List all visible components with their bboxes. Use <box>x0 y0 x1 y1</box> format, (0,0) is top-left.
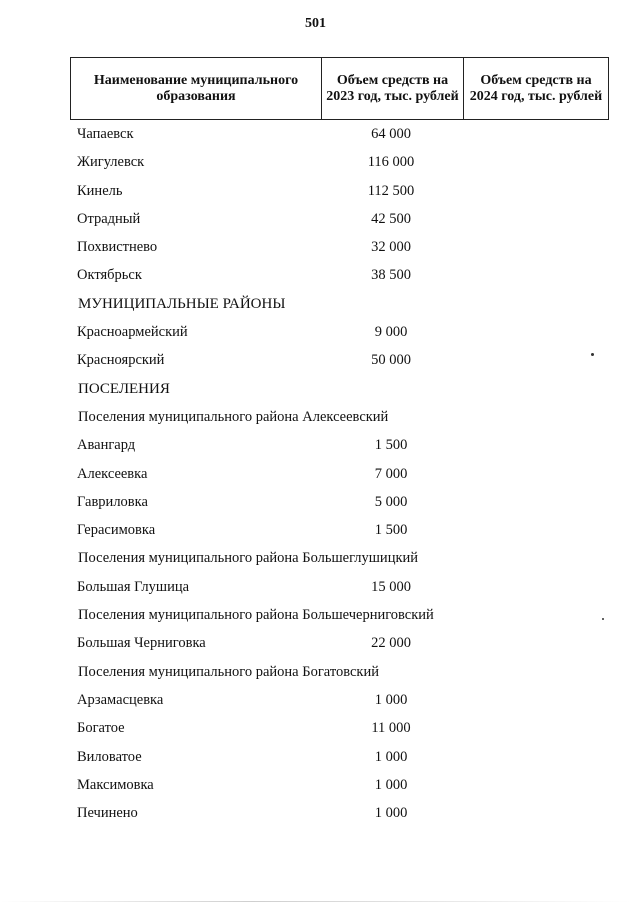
subsection-heading <box>77 658 617 686</box>
municipality-name: Красноармейский <box>77 324 188 341</box>
municipality-name: Похвистнево <box>77 239 158 256</box>
municipality-name: Арзамасцевка <box>77 691 164 708</box>
header-municipality-name: Наименование муниципального образования <box>71 58 322 120</box>
amount-2023: 1 000 <box>374 748 408 765</box>
municipality-name: Гавриловка <box>77 493 148 510</box>
amount-2023: 64 000 <box>371 126 411 142</box>
amount-2023: 32 000 <box>371 239 411 256</box>
scan-speck <box>602 618 604 620</box>
group-title: Поселения муниципального района Большечерниговский <box>78 607 434 624</box>
scan-speck <box>591 353 594 356</box>
section-heading <box>77 375 617 403</box>
table-row <box>77 573 617 601</box>
table-row <box>77 516 617 544</box>
group-title: МУНИЦИПАЛЬНЫЕ РАЙОНЫ <box>78 295 286 312</box>
municipality-name: Виловатое <box>77 748 142 765</box>
table-row <box>77 743 617 771</box>
table-row <box>77 148 617 176</box>
header-amount-2023: Объем средств на 2023 год, тыс. рублей <box>322 58 464 120</box>
municipality-name: Октябрьск <box>77 267 142 284</box>
subsection-heading <box>77 403 617 431</box>
amount-2023: 11 000 <box>371 720 411 737</box>
amount-2023: 116 000 <box>367 154 415 171</box>
table-row <box>77 120 617 148</box>
municipality-name: Отрадный <box>77 210 141 227</box>
table-row <box>77 460 617 488</box>
table-row <box>77 261 617 289</box>
amount-2023: 1 000 <box>374 805 408 822</box>
amount-2023: 7 000 <box>374 465 408 482</box>
subsection-heading <box>77 601 617 629</box>
header-amount-2024: Объем средств на 2024 год, тыс. рублей <box>464 58 609 120</box>
amount-2023: 15 000 <box>371 578 411 595</box>
amount-2023: 38 500 <box>371 267 411 284</box>
table-row <box>77 714 617 742</box>
municipality-name: Большая Глушица <box>77 578 190 595</box>
table-body <box>77 120 617 827</box>
amount-2023: 1 500 <box>374 522 408 539</box>
table-row <box>77 799 617 827</box>
municipality-name: Максимовка <box>77 776 154 793</box>
amount-2023: 1 000 <box>374 691 408 708</box>
subsection-heading <box>77 544 617 572</box>
table-row <box>77 233 617 261</box>
municipality-name: Богатое <box>77 720 125 737</box>
section-heading <box>77 290 617 318</box>
amount-2023: 1 000 <box>374 776 408 793</box>
municipality-name: Алексеевка <box>77 465 148 482</box>
table-header <box>70 57 609 120</box>
municipality-name: Герасимовка <box>77 522 156 539</box>
municipality-name: Чапаевск <box>77 126 134 142</box>
municipality-name: Авангард <box>77 437 136 454</box>
table-row <box>77 205 617 233</box>
table-row <box>77 488 617 516</box>
group-title: Поселения муниципального района Богатовский <box>78 663 379 680</box>
group-title: ПОСЕЛЕНИЯ <box>78 380 170 397</box>
municipality-name: Жигулевск <box>77 154 145 171</box>
group-title: Поселения муниципального района Большеглушицкий <box>78 550 419 567</box>
table-row <box>77 686 617 714</box>
table-row <box>77 318 617 346</box>
page-number: 501 <box>305 16 326 31</box>
table-row <box>77 177 617 205</box>
table-row <box>77 771 617 799</box>
group-title: Поселения муниципального района Алексеевский <box>78 408 389 425</box>
municipality-name: Красноярский <box>77 352 165 369</box>
municipality-name: Печинено <box>77 805 138 822</box>
amount-2023: 42 500 <box>371 210 411 227</box>
scan-edge <box>0 0 2 905</box>
municipality-name: Большая Черниговка <box>77 635 206 652</box>
scan-edge-bottom <box>0 901 631 902</box>
amount-2023: 22 000 <box>371 635 411 652</box>
amount-2023: 9 000 <box>374 324 408 341</box>
amount-2023: 1 500 <box>374 437 408 454</box>
amount-2023: 112 500 <box>367 182 415 199</box>
table-row <box>77 431 617 459</box>
table-row <box>77 346 617 374</box>
municipality-name: Кинель <box>77 182 123 199</box>
amount-2023: 5 000 <box>374 493 408 510</box>
table-row <box>77 629 617 657</box>
amount-2023: 50 000 <box>371 352 411 369</box>
